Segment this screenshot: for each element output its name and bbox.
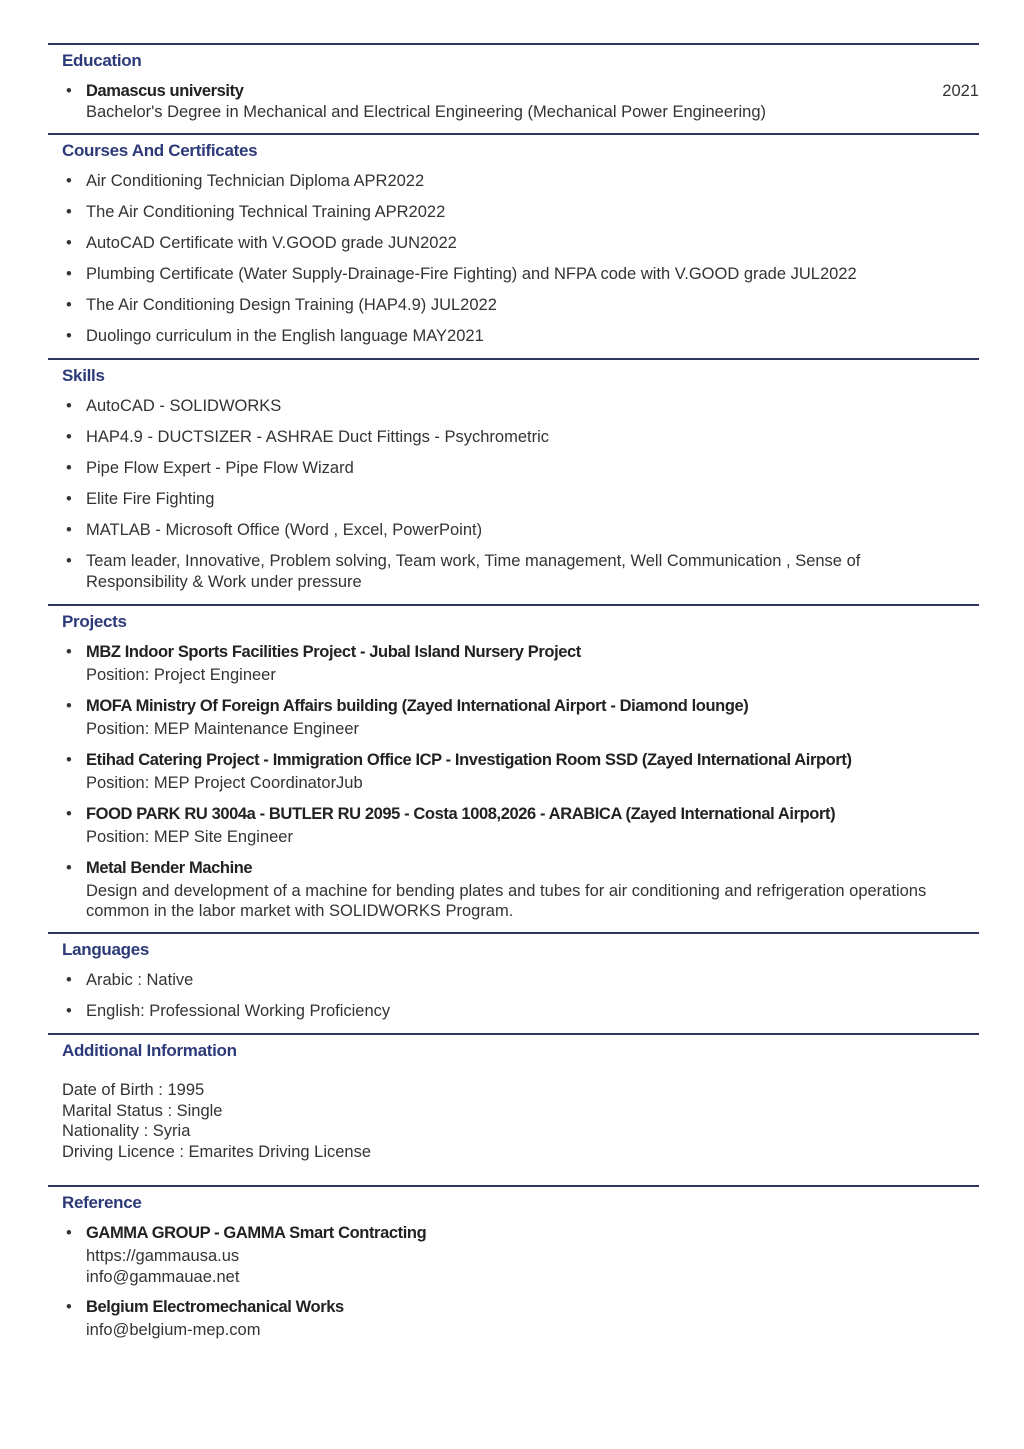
reference-email[interactable]: info@gammauae.net — [86, 1267, 240, 1286]
bullet-icon: • — [66, 805, 72, 823]
list-item — [48, 81, 979, 122]
skill: HAP4.9 - DUCTSIZER - ASHRAE Duct Fittings - Psychrometric — [86, 428, 550, 446]
bullet-icon: • — [66, 397, 72, 415]
skill: Pipe Flow Expert - Pipe Flow Wizard — [86, 459, 354, 477]
list-item — [48, 171, 979, 192]
bullet-icon: • — [66, 490, 72, 508]
list-item — [48, 458, 979, 479]
bullet-icon: • — [66, 459, 72, 477]
list-item — [48, 202, 979, 223]
list-item — [48, 233, 979, 254]
course: AutoCAD Certificate with V.GOOD grade JUN2022 — [86, 234, 457, 252]
course: The Air Conditioning Technical Training APR2022 — [86, 203, 446, 221]
bullet-icon: • — [66, 1002, 72, 1020]
list-item — [48, 970, 979, 991]
section-heading: Education — [62, 51, 142, 70]
section-heading: Skills — [62, 366, 105, 385]
skill: Elite Fire Fighting — [86, 490, 215, 508]
course: Plumbing Certificate (Water Supply-Drainage-Fire Fighting) and NFPA code with V.GOOD grade JUL2022 — [86, 265, 857, 283]
section-heading: Reference — [62, 1192, 142, 1212]
bullet-icon: • — [66, 643, 72, 661]
reference-website[interactable]: https://gammausa.us — [86, 1246, 240, 1265]
language: Arabic : Native — [86, 971, 194, 989]
bullet-icon: • — [66, 971, 72, 989]
project-item — [48, 858, 979, 921]
project-description: Design and development of a machine for bending plates and tubes for air conditioning and refrigeration operations common in the labor market with SOLIDWORKS Program. — [86, 882, 927, 920]
project-title: FOOD PARK RU 3004a - BUTLER RU 2095 - Costa 1008,2026 - ARABICA (Zayed International Airport) — [86, 805, 836, 823]
bullet-icon: • — [66, 172, 72, 190]
school-name: Damascus university — [86, 82, 244, 100]
skill: MATLAB - Microsoft Office (Word , Excel, PowerPoint) — [86, 521, 483, 539]
languages-section — [48, 932, 979, 1033]
project-item — [48, 642, 979, 686]
project-title: Metal Bender Machine — [86, 859, 253, 877]
list-item — [48, 264, 979, 285]
project-item — [48, 750, 979, 794]
reference-name: GAMMA GROUP - GAMMA Smart Contracting — [86, 1223, 427, 1242]
bullet-icon: • — [66, 265, 72, 283]
list-item — [48, 396, 979, 417]
nationality: Nationality : Syria — [62, 1122, 191, 1141]
course: Duolingo curriculum in the English language MAY2021 — [86, 327, 484, 345]
bullet-icon: • — [66, 203, 72, 221]
reference-section — [48, 1185, 979, 1352]
language: English: Professional Working Proficiency — [86, 1002, 391, 1020]
bullet-icon: • — [66, 1223, 72, 1242]
reference-name: Belgium Electromechanical Works — [86, 1297, 344, 1316]
skill: Team leader, Innovative, Problem solving, Team work, Time management, Well Communication , Sense of Responsibility & Work under pressure — [86, 552, 861, 591]
bullet-icon: • — [66, 751, 72, 769]
project-position: Position: MEP Project CoordinatorJub — [86, 774, 363, 792]
bullet-icon: • — [66, 296, 72, 314]
bullet-icon: • — [66, 82, 72, 100]
reference-item — [48, 1297, 979, 1341]
degree: Bachelor's Degree in Mechanical and Electrical Engineering (Mechanical Power Engineering) — [86, 103, 767, 121]
project-position: Position: MEP Maintenance Engineer — [86, 720, 360, 738]
bullet-icon: • — [66, 859, 72, 877]
bullet-icon: • — [66, 428, 72, 446]
list-item — [48, 295, 979, 316]
bullet-icon: • — [66, 552, 72, 570]
list-item — [48, 551, 979, 593]
list-item — [48, 326, 979, 347]
project-item — [48, 696, 979, 740]
project-item — [48, 804, 979, 848]
section-heading: Additional Information — [62, 1041, 237, 1060]
additional-info-section — [48, 1033, 979, 1185]
driving-licence: Driving Licence : Emarites Driving License — [62, 1143, 372, 1162]
project-title: MOFA Ministry Of Foreign Affairs building (Zayed International Airport - Diamond lounge) — [86, 697, 749, 715]
project-title: MBZ Indoor Sports Facilities Project - Jubal Island Nursery Project — [86, 643, 581, 661]
reference-item — [48, 1223, 979, 1287]
projects-section — [48, 604, 979, 932]
graduation-year: 2021 — [942, 82, 979, 100]
bullet-icon: • — [66, 234, 72, 252]
list-item — [48, 427, 979, 448]
bullet-icon: • — [66, 521, 72, 539]
course: The Air Conditioning Design Training (HAP4.9) JUL2022 — [86, 296, 497, 314]
date-of-birth: Date of Birth : 1995 — [62, 1081, 205, 1099]
project-title: Etihad Catering Project - Immigration Office ICP - Investigation Room SSD (Zayed International Airport) — [86, 751, 852, 769]
list-item — [48, 1001, 979, 1022]
list-item — [48, 489, 979, 510]
course: Air Conditioning Technician Diploma APR2022 — [86, 172, 425, 190]
marital-status: Marital Status : Single — [62, 1101, 223, 1120]
list-item — [48, 520, 979, 541]
courses-section — [48, 133, 979, 358]
section-heading: Projects — [62, 612, 127, 631]
section-heading: Languages — [62, 940, 150, 959]
bullet-icon: • — [66, 327, 72, 345]
section-heading: Courses And Certificates — [62, 141, 258, 160]
resume-page — [48, 43, 979, 1352]
skill: AutoCAD - SOLIDWORKS — [86, 397, 282, 415]
project-position: Position: Project Engineer — [86, 666, 276, 684]
education-section — [48, 43, 979, 133]
bullet-icon: • — [66, 697, 72, 715]
bullet-icon: • — [66, 1297, 72, 1316]
reference-email[interactable]: info@belgium-mep.com — [86, 1320, 261, 1339]
project-position: Position: MEP Site Engineer — [86, 828, 293, 846]
skills-section — [48, 358, 979, 604]
